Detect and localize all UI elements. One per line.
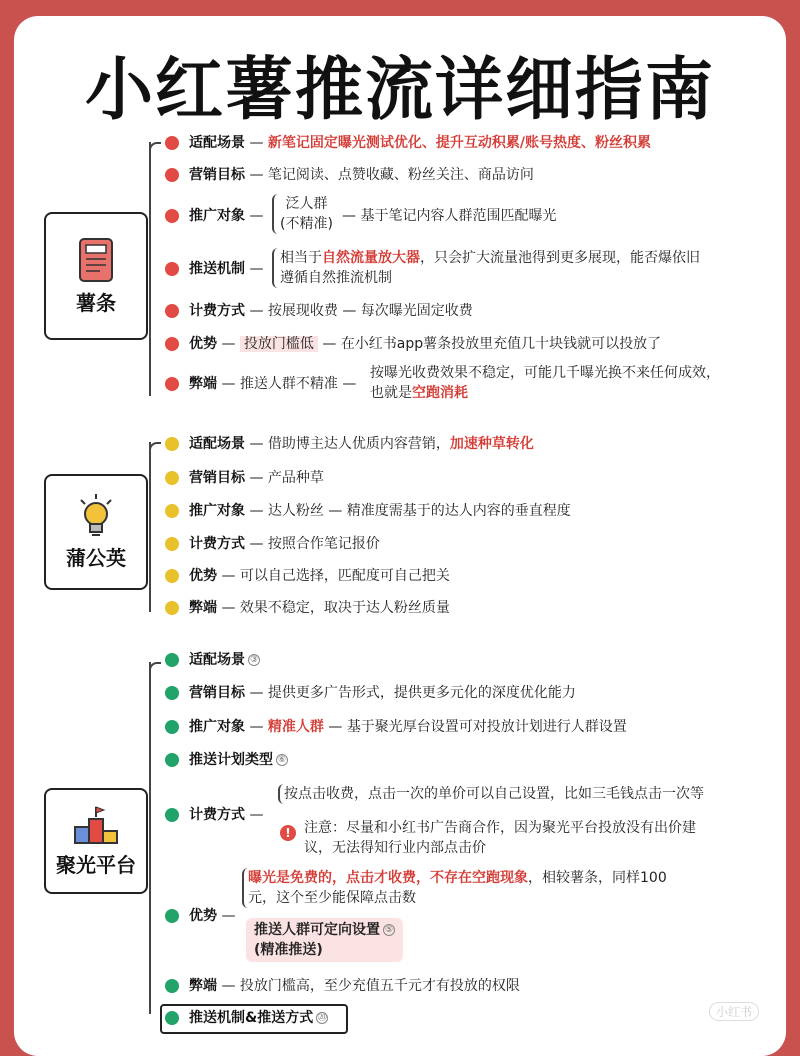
juguang-trunk bbox=[149, 662, 151, 1014]
jg-scene: 适配场景 ③ bbox=[189, 652, 259, 668]
jg-mech: 推送机制&推送方式 ⑳ bbox=[189, 1010, 327, 1026]
yellow-dot bbox=[165, 437, 179, 451]
shutiao-dis-val: 按曝光收费效果不稳定，可能几千曝光换不来任何成效， 也就是空跑消耗 bbox=[370, 365, 720, 401]
green-dot bbox=[165, 909, 179, 923]
watermark: 小红书 bbox=[709, 1002, 759, 1021]
shutiao-adv: 优势 — 投放门槛低 — 在小红书app薯条投放里充值几十块钱就可以投放了 bbox=[189, 336, 662, 352]
yellow-dot bbox=[165, 471, 179, 485]
pgy-fee: 计费方式 — 按照合作笔记报价 bbox=[189, 536, 380, 552]
shutiao-box bbox=[44, 212, 148, 340]
jg-plan: 推送计划类型 ⑥ bbox=[189, 752, 287, 768]
pugongying-trunk bbox=[149, 442, 151, 612]
green-dot bbox=[165, 808, 179, 822]
branch-line bbox=[149, 142, 161, 158]
pugongying-box bbox=[44, 474, 148, 590]
jg-target: 推广对象 — 精准人群 — 基于聚光厚台设置可对投放计划进行人群设置 bbox=[189, 719, 627, 735]
warning-icon: ! bbox=[280, 825, 296, 841]
pgy-scene: 适配场景 — 借助博主达人优质内容营销，加速种草转化 bbox=[189, 436, 534, 452]
pgy-target: 推广对象 — 达人粉丝 — 精准度需基于的达人内容的垂直程度 bbox=[189, 503, 571, 519]
shutiao-target-key: 推广对象 — bbox=[189, 208, 264, 224]
yellow-dot bbox=[165, 569, 179, 583]
jg-adv-key: 优势 — bbox=[189, 908, 236, 924]
jg-fee-line1: 按点击收费，点击一次的单价可以自己设置，比如三毛钱点击一次等 bbox=[278, 784, 704, 804]
juguang-box bbox=[44, 788, 148, 894]
pgy-adv: 优势 — 可以自己选择，匹配度可自己把关 bbox=[189, 568, 450, 584]
jg-fee-note: 注意：尽量和小红书广告商合作，因为聚光平台投放没有出价建 议，无法得知行业内部点击价 bbox=[304, 820, 696, 856]
page-title: 小红薯推流详细指南 bbox=[84, 51, 715, 130]
shutiao-mech-val: 相当于自然流量放大器，只会扩大流量池得到更多展现，能否爆依旧 遵循自然推流机制 bbox=[272, 248, 700, 288]
green-dot bbox=[165, 720, 179, 734]
jg-adv-text: 曝光是免费的，点击才收费，不存在空跑现象，相较薯条，同样100 元，这个至少能保障点击数 bbox=[242, 868, 667, 908]
green-dot bbox=[165, 753, 179, 767]
notebook-icon bbox=[76, 237, 116, 283]
branch-line bbox=[149, 662, 161, 678]
shutiao-target-tag: 泛人群 (不精准) bbox=[272, 194, 333, 234]
red-dot bbox=[165, 168, 179, 182]
guide-card bbox=[14, 16, 786, 1056]
shutiao-goal: 营销目标 — 笔记阅读、点赞收藏、粉丝关注、商品访问 bbox=[189, 167, 534, 183]
lightbulb-icon bbox=[76, 494, 116, 538]
branch-line bbox=[149, 442, 161, 458]
green-dot bbox=[165, 686, 179, 700]
shutiao-target-val: — 基于笔记内容人群范围匹配曝光 bbox=[342, 208, 557, 224]
jg-fee-key: 计费方式 — bbox=[189, 807, 264, 823]
jg-dis: 弊端 — 投放门槛高，至少充值五千元才有投放的权限 bbox=[189, 978, 520, 994]
shutiao-fee: 计费方式 — 按展现收费 — 每次曝光固定收费 bbox=[189, 303, 473, 319]
red-dot bbox=[165, 304, 179, 318]
pgy-dis: 弊端 — 效果不稳定，取决于达人粉丝质量 bbox=[189, 600, 450, 616]
yellow-dot bbox=[165, 537, 179, 551]
shutiao-label: 薯条 bbox=[76, 290, 116, 315]
shutiao-trunk bbox=[149, 142, 151, 396]
shutiao-mech-key: 推送机制 — bbox=[189, 261, 264, 277]
green-dot bbox=[165, 653, 179, 667]
pgy-goal: 营销目标 — 产品种草 bbox=[189, 470, 324, 486]
green-dot bbox=[165, 1011, 179, 1025]
red-dot bbox=[165, 262, 179, 276]
pugongying-label: 蒲公英 bbox=[66, 545, 126, 570]
red-dot bbox=[165, 136, 179, 150]
shutiao-dis-key: 弊端 — 推送人群不精准 — bbox=[189, 376, 357, 392]
podium-icon bbox=[73, 805, 119, 845]
green-dot bbox=[165, 979, 179, 993]
red-dot bbox=[165, 377, 179, 391]
jg-adv-box: 推送人群可定向设置 ⑤ (精准推送) bbox=[246, 918, 403, 962]
yellow-dot bbox=[165, 601, 179, 615]
juguang-label: 聚光平台 bbox=[56, 852, 136, 877]
red-dot bbox=[165, 209, 179, 223]
jg-goal: 营销目标 — 提供更多广告形式，提供更多元化的深度优化能力 bbox=[189, 685, 576, 701]
red-dot bbox=[165, 337, 179, 351]
shutiao-scene: 适配场景 — 新笔记固定曝光测试优化、提升互动积累/账号热度、粉丝积累 bbox=[189, 135, 652, 151]
yellow-dot bbox=[165, 504, 179, 518]
